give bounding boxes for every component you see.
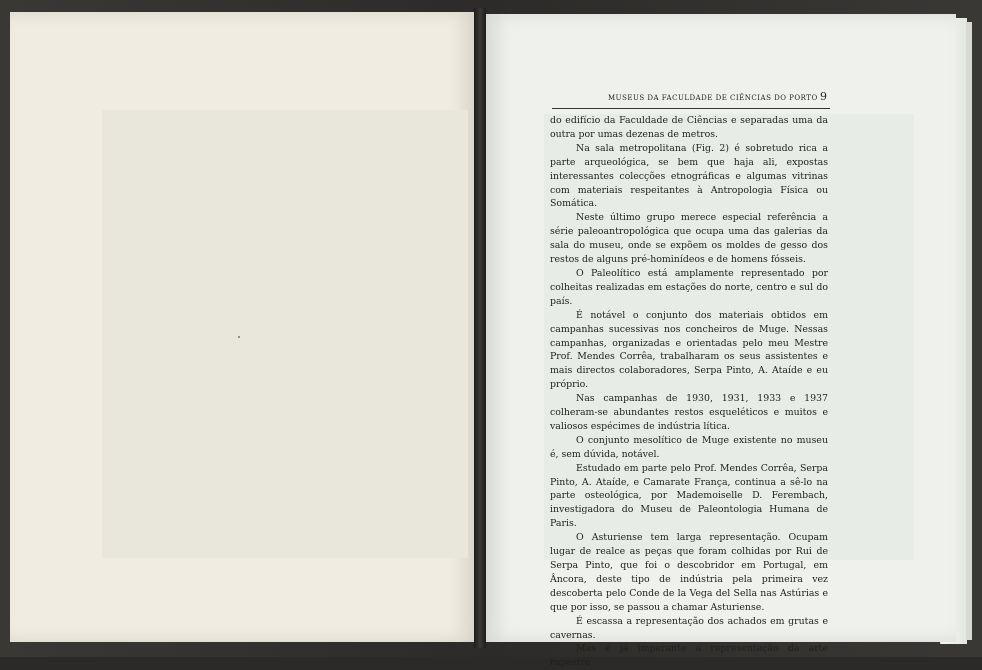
running-head (552, 90, 830, 109)
paragraph: Mas é já imperante a representação da arte rupestre (550, 643, 828, 669)
paragraph: O conjunto mesolítico de Muge existente no museu é, sem dúvida, notável. (550, 434, 828, 460)
page-edges-back (966, 22, 972, 640)
paragraph: O Paleolítico está amplamente representado por colheitas realizadas em estações do norte, centro e sul do país. (550, 267, 828, 307)
paragraph: do edifício da Faculdade de Ciências e separadas uma da outra por umas dezenas de metros. (550, 115, 828, 140)
blank-plate-area (102, 110, 468, 558)
paragraph: É escassa a representação dos achados em grutas e cavernas. (550, 615, 828, 641)
page-number: 9 (820, 90, 827, 103)
book-gutter (474, 8, 486, 648)
paragraph: O Asturiense tem larga representação. Ocupam lugar de realce as peças que foram colhidas por Rui de Serpa Pinto, que foi o descobridor em Portugal, em Âncora, deste tipo de indústria pela primeira vez descoberta pelo Conde de la Vega del Sella nas Astúrias e que por isso, se passou a chamar Asturiense. (550, 532, 828, 613)
paragraph: Nas campanhas de 1930, 1931, 1933 e 1937 colheram-se abundantes restos esqueléticos e muitos e valiosos espécimes de indústria lítica. (550, 393, 828, 432)
paragraph: Na sala metropolitana (Fig. 2) é sobretudo rica a parte arqueológica, se bem que haja ali, expostas interessantes colecções etnográficas e algumas vitrinas com materiais respeitantes à Antropologia Física ou Somática. (550, 142, 828, 210)
paragraph: Estudado em parte pelo Prof. Mendes Corrêa, Serpa Pinto, A. Ataíde, e Camarate França, continua a sê-lo na parte osteológica, por Mademoiselle D. Ferembach, investigadora do Museu de Paleontologia Humana de Paris. (550, 462, 828, 530)
body-text (550, 114, 828, 670)
paragraph: É notável o conjunto dos materiais obtidos em campanhas sucessivas nos concheiros de Muge. Nessas campanhas, organizadas e orientadas pelo meu Mestre Prof. Mendes Corrêa, trabalharam os seus assistentes e mais directos colaboradores, Serpa Pinto, A. Ataíde e eu próprio. (550, 309, 828, 391)
paragraph: Neste último grupo merece especial referência a série paleoantropológica que ocupa uma das galerias da sala do museu, onde se expõem os moldes de gesso dos restos de alguns pré-hominídeos e de homens fósseis. (550, 212, 828, 266)
running-title: MUSEUS DA FACULDADE DE CIÊNCIAS DO PORTO (608, 94, 818, 102)
paper-speck (238, 336, 240, 338)
left-page (10, 12, 474, 642)
